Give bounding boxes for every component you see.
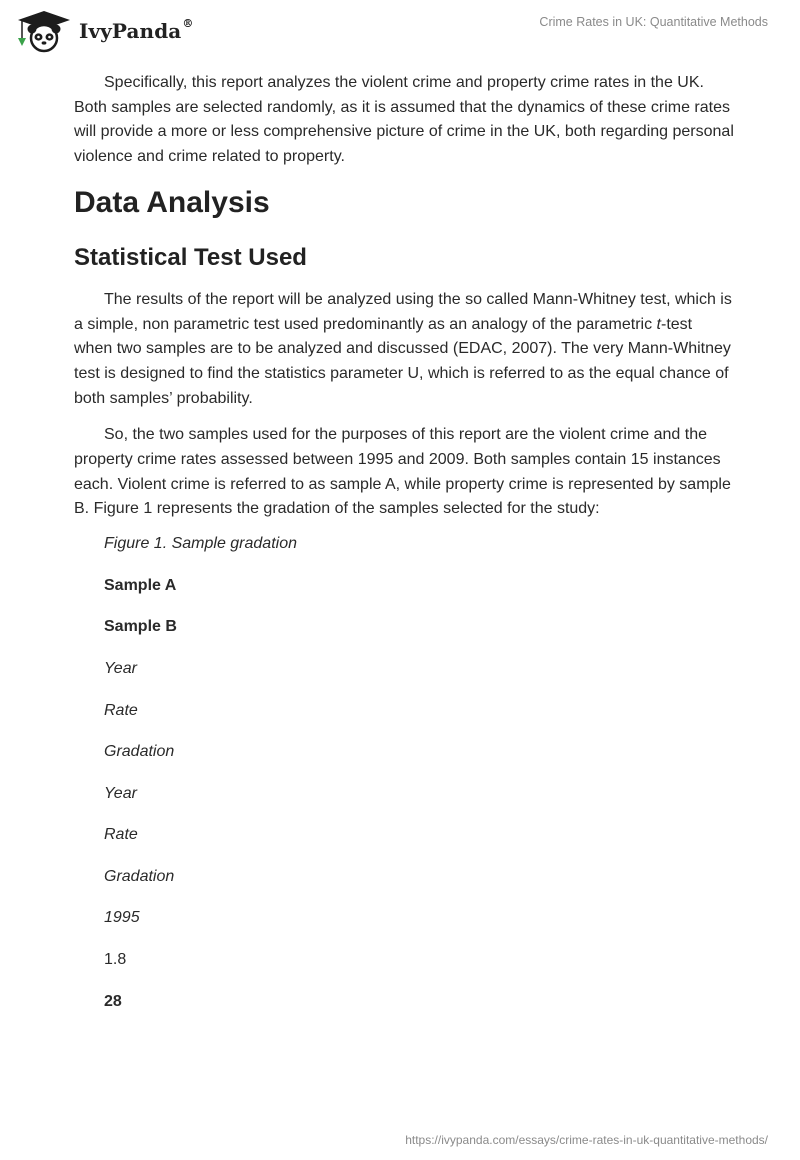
subsection-heading: Statistical Test Used xyxy=(74,243,307,271)
section-heading: Data Analysis xyxy=(74,185,270,219)
figure-item: Year xyxy=(104,659,137,677)
figure-caption: Figure 1. Sample gradation xyxy=(104,535,297,553)
figure-item: Sample B xyxy=(104,618,177,636)
source-url[interactable]: https://ivypanda.com/essays/crime-rates-in-uk-quantitative-methods/ xyxy=(405,1133,768,1147)
figure-item: Year xyxy=(104,784,137,802)
test-description-paragraph: The results of the report will be analyzed using the so called Mann-Whitney test, which is a simple, non parametric test used predominantly as an analogy of the parametric t-test when two samples are to be analyzed and discussed (EDAC, 2007). The very Mann-Whitney test is designed to find the statistics parameter U, which is referred to as the equal chance of both samples’ probability. xyxy=(74,290,732,407)
figure-item: Sample A xyxy=(104,576,177,594)
brand-logo[interactable] xyxy=(14,8,193,54)
document-title: Crime Rates in UK: Quantitative Methods xyxy=(539,15,768,29)
brand-name: IvyPanda® xyxy=(79,17,194,43)
intro-paragraph: Specifically, this report analyzes the violent crime and property crime rates in the UK. Both samples are selected randomly, as it is assumed that the dynamics of these crime rates will provide a more or less comprehensive picture of crime in the UK, both regarding personal violence and crime related to property. xyxy=(74,74,734,166)
figure-item: 1.8 xyxy=(104,951,127,969)
page-header xyxy=(0,0,800,70)
panda-logo-icon xyxy=(14,8,74,54)
figure-item: Gradation xyxy=(104,743,175,761)
samples-paragraph: So, the two samples used for the purposes of this report are the violent crime and the property crime rates assessed between 1995 and 2009. Both samples contain 15 instances each. Violent crime is referred to as sample A, while property crime is represented by sample B. Figure 1 represents the gradation of the samples selected for the study: xyxy=(74,426,731,518)
figure-sample-gradation xyxy=(104,534,734,1012)
figure-item: 28 xyxy=(104,992,122,1010)
article-body xyxy=(74,71,734,1033)
figure-item: Rate xyxy=(104,701,138,719)
figure-item: Gradation xyxy=(104,867,175,885)
figure-item: Rate xyxy=(104,826,138,844)
figure-item: 1995 xyxy=(104,909,140,927)
